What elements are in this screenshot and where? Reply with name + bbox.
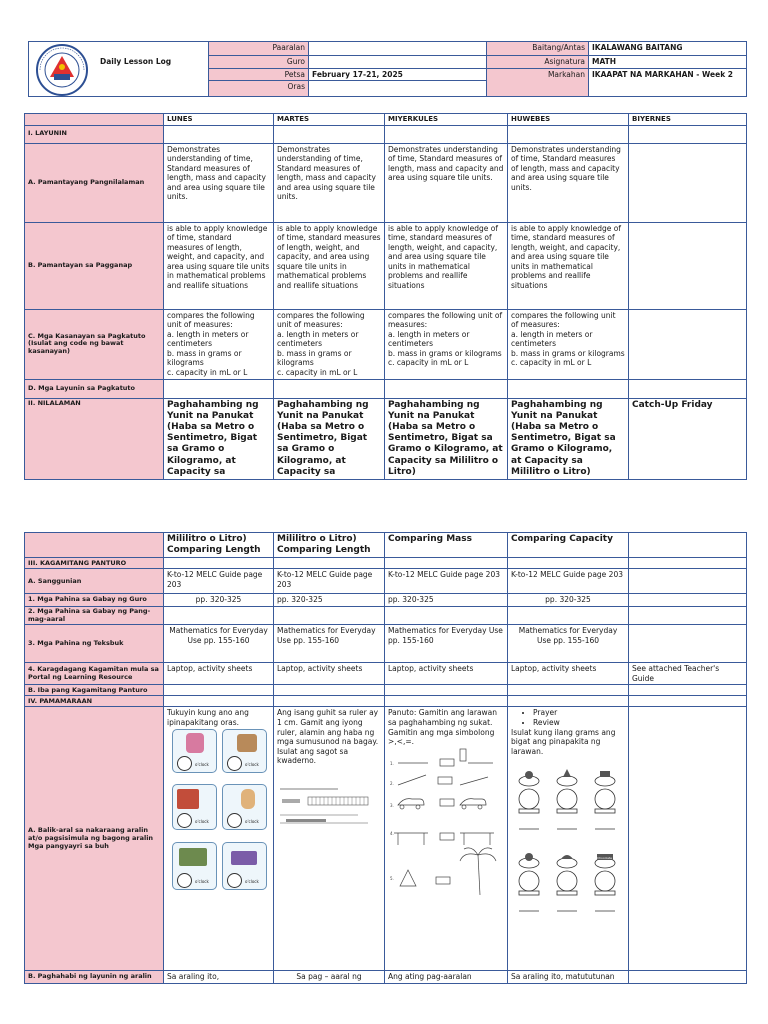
svg-text:5.: 5.	[390, 876, 394, 882]
r4-huwebes: Laptop, activity sheets	[508, 663, 629, 685]
nilalaman-huwebes: Paghahambing ng Yunit na Panukat (Haba sa Metro o Sentimetro, Bigat sa Gramo o Kilogramo, at Capacity sa Mililitro o Litro)	[508, 398, 629, 479]
clock-icon	[227, 813, 242, 828]
label-paghahabi: B. Paghahabi ng layunin ng aralin	[25, 971, 164, 984]
day-header-martes: MARTES	[274, 114, 385, 126]
a-lunes: Demonstrates understanding of time, Standard measures of length, mass and capacity and area using square tile units.	[164, 143, 274, 222]
sang-huwebes: K-to-12 MELC Guide page 203	[508, 569, 629, 594]
clock-icon	[227, 873, 242, 888]
value-markahan[interactable]: IKAAPAT NA MARKAHAN - Week 2	[589, 68, 747, 97]
svg-text:1.: 1.	[390, 761, 394, 767]
r1-huwebes: pp. 320-325	[508, 594, 629, 607]
label-petsa: Petsa	[209, 68, 309, 81]
label-asignatura: Asignatura	[487, 56, 589, 69]
sang-martes: K-to-12 MELC Guide page 203	[274, 569, 385, 594]
c-lunes: compares the following unit of measures: a. length in meters or centimeters b. mass in grams or kilograms c. capacity in mL or L	[164, 309, 274, 379]
nilalaman-miyerkules: Paghahambing ng Yunit na Panukat (Haba sa Metro o Sentimetro, Bigat sa Gramo o Kilogramo, at Capacity sa Mililitro o Litro)	[385, 398, 508, 479]
clock-picture-2: o'clock	[222, 729, 267, 773]
r3-lunes: Mathematics for Everyday Use pp. 155-160	[164, 625, 274, 663]
b-lunes: is able to apply knowledge of time, standard measures of length, weight, and capacity, and area using square tile units in mathematical problems and reallife situations	[164, 222, 274, 309]
nilalaman-lunes: Paghahambing ng Yunit na Panukat (Haba sa Metro o Sentimetro, Bigat sa Gramo o Kilogramo, at Capacity sa	[164, 398, 274, 479]
r4-biyernes: See attached Teacher's Guide	[629, 663, 747, 685]
day-header-lunes: LUNES	[164, 114, 274, 126]
cont-lunes: Mililitro o Litro) Comparing Length	[164, 533, 274, 558]
day-header-biyernes: BIYERNES	[629, 114, 747, 126]
label-baitang: Baitang/Antas	[487, 42, 589, 56]
a-martes: Demonstrates understanding of time, Standard measures of length, mass and capacity and area using square tile units.	[274, 143, 385, 222]
corner-cell	[25, 114, 164, 126]
clock-icon	[177, 756, 192, 771]
lesson-table-bottom	[24, 532, 747, 984]
c-huwebes: compares the following unit of measures: a. length in meters or centimeters b. mass in grams or kilograms c. capacity in mL or L	[508, 309, 629, 379]
a-miyerkules: Demonstrates understanding of time, Standard measures of length, mass and capacity and area using square tile units.	[385, 143, 508, 222]
clock-picture-1: o'clock	[172, 729, 217, 773]
clock-picture-3: o'clock	[172, 784, 217, 830]
b-martes: is able to apply knowledge of time, standard measures of length, weight, and capacity, and area using square tile units in mathematical problems and reallife situations	[274, 222, 385, 309]
clock-picture-5: o'clock	[172, 842, 217, 890]
comparison-illustration	[388, 745, 504, 925]
label-teksbuk: 3. Mga Pahina ng Teksbuk	[25, 625, 164, 663]
balik-aral-miyerkules: Panuto: Gamitin ang larawan sa paghahambing ng sukat. Gamitin ang mga simbolong >,<,=. 1. 2. 3. 4. 5.	[385, 707, 508, 971]
label-gabay-guro: 1. Mga Pahina sa Gabay ng Guro	[25, 594, 164, 607]
b-lunes-text: Sa araling ito,	[164, 971, 274, 984]
svg-text:4.: 4.	[390, 831, 394, 837]
b-miyerkules-text: Ang ating pag-aaralan	[385, 971, 508, 984]
lesson-log-title: Daily Lesson Log	[100, 57, 172, 66]
label-nilalaman: II. NILALAMAN	[25, 398, 164, 479]
b-huwebes: is able to apply knowledge of time, standard measures of length, weight, and capacity, and area using square tile units in mathematical problems and reallife situations	[508, 222, 629, 309]
day-header-huwebes: HUWEBES	[508, 114, 629, 126]
label-mga-layunin: D. Mga Layunin sa Pagkatuto	[25, 379, 164, 398]
c-martes: compares the following unit of measures: a. length in meters or centimeters b. mass in grams or kilograms c. capacity in mL or L	[274, 309, 385, 379]
clock-icon	[227, 756, 242, 771]
cont-huwebes: Comparing Capacity	[508, 533, 629, 558]
r1-martes: pp. 320-325	[274, 594, 385, 607]
cont-martes: Mililitro o Litro) Comparing Length	[274, 533, 385, 558]
label-guro: Guro	[209, 56, 309, 69]
label-mga-kasanayan: C. Mga Kasanayan sa Pagkatuto (Isulat ang code ng bawat kasanayan)	[25, 309, 164, 379]
clock-icon	[177, 873, 192, 888]
svg-text:2.: 2.	[390, 781, 394, 787]
value-baitang[interactable]: IKALAWANG BAITANG	[589, 42, 747, 56]
balik-aral-martes: Ang isang guhit sa ruler ay 1 cm. Gamit ang iyong ruler, alamin ang haba ng mga sumusunod na bagay. Isulat ang sagot sa kwaderno.	[274, 707, 385, 971]
nilalaman-martes: Paghahambing ng Yunit na Panukat (Haba sa Metro o Sentimetro, Bigat sa Gramo o Kilogramo, at Capacity sa	[274, 398, 385, 479]
label-balik-aral: A. Balik-aral sa nakaraang aralin at/o pagsisimula ng bagong aralin Mga pangyayri sa buh	[25, 707, 164, 971]
label-gabay-mag-aaral: 2. Mga Pahina sa Gabay ng Pang-mag-aaral	[25, 607, 164, 625]
label-pamantayang-pangnilalaman: A. Pamantayang Pangnilalaman	[25, 143, 164, 222]
label-paaralan: Paaralan	[209, 42, 309, 56]
label-sanggunian: A. Sanggunian	[25, 569, 164, 594]
r4-martes: Laptop, activity sheets	[274, 663, 385, 685]
label-iba-pang-kagamitan: B. Iba pang Kagamitang Panturo	[25, 685, 164, 696]
svg-text:3.: 3.	[390, 803, 394, 809]
label-layunin: I. LAYUNIN	[25, 125, 164, 143]
weighing-scales-illustration	[511, 767, 627, 917]
cont-miyerkules: Comparing Mass	[385, 533, 508, 558]
sang-miyerkules: K-to-12 MELC Guide page 203	[385, 569, 508, 594]
r3-martes: Mathematics for Everyday Use pp. 155-160	[274, 625, 385, 663]
sang-lunes: K-to-12 MELC Guide page 203	[164, 569, 274, 594]
nilalaman-biyernes: Catch-Up Friday	[629, 398, 747, 479]
label-oras: Oras	[209, 81, 309, 97]
r4-miyerkules: Laptop, activity sheets	[385, 663, 508, 685]
value-asignatura[interactable]: MATH	[589, 56, 747, 69]
clock-picture-6: o'clock	[222, 842, 267, 890]
label-kagamitang-panturo: III. KAGAMITANG PANTURO	[25, 558, 164, 569]
label-markahan: Markahan	[487, 68, 589, 97]
value-petsa[interactable]: February 17-21, 2025	[309, 68, 487, 81]
bullet-list: • Prayer • Review	[511, 708, 625, 727]
a-huwebes: Demonstrates understanding of time, Standard measures of length, mass and capacity and area using square tile units.	[508, 143, 629, 222]
ruler-exercise-illustration	[278, 785, 378, 835]
balik-aral-lunes: Tukuyin kung ano ang ipinapakitang oras. o'clock o'clock o'clock o'clock o'clock o'clock	[164, 707, 274, 971]
label-karagdagang-kagamitan: 4. Karagdagang Kagamitan mula sa Portal ng Learning Resource	[25, 663, 164, 685]
day-header-miyerkules: MIYERKULES	[385, 114, 508, 126]
value-paaralan[interactable]	[309, 42, 487, 56]
c-miyerkules: compares the following unit of measures: a. length in meters or centimeters b. mass in grams or kilograms c. capacity in mL or L	[385, 309, 508, 379]
label-pamamaraan: IV. PAMAMARAAN	[25, 696, 164, 707]
r1-lunes: pp. 320-325	[164, 594, 274, 607]
b-martes-text: Sa pag – aaral ng	[274, 971, 385, 984]
value-guro[interactable]	[309, 56, 487, 69]
value-oras[interactable]	[309, 81, 487, 97]
lesson-table-top	[24, 113, 747, 480]
b-huwebes-text: Sa araling ito, matututunan	[508, 971, 629, 984]
b-miyerkules: is able to apply knowledge of time, standard measures of length, weight, and capacity, and area using square tile units in mathematical problems and reallife situations	[385, 222, 508, 309]
clock-picture-4: o'clock	[222, 784, 267, 830]
r1-miyerkules: pp. 320-325	[385, 594, 508, 607]
label-pamantayan-sa-pagganap: B. Pamantayan sa Pagganap	[25, 222, 164, 309]
product-label: Chocolate	[597, 856, 613, 861]
logo-cell	[29, 42, 209, 97]
clock-icon	[177, 813, 192, 828]
r3-huwebes: Mathematics for Everyday Use pp. 155-160	[508, 625, 629, 663]
r4-lunes: Laptop, activity sheets	[164, 663, 274, 685]
header-table	[28, 41, 747, 97]
r3-miyerkules: Mathematics for Everyday Use pp. 155-160	[385, 625, 508, 663]
balik-aral-huwebes: • Prayer • Review Isulat kung ilang grams ang bigat ang pinapakita ng larawan. Chocolate	[508, 707, 629, 971]
